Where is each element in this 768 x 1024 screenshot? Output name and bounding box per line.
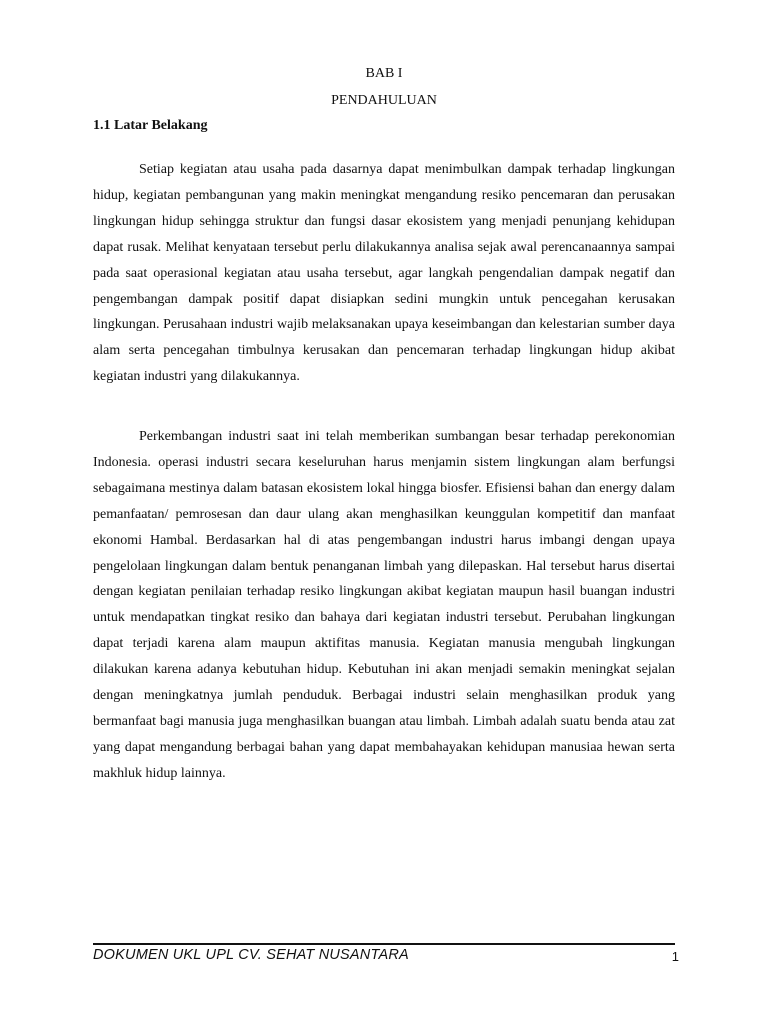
footer-divider bbox=[93, 943, 675, 945]
paragraph-2: Perkembangan industri saat ini telah memberikan sumbangan besar terhadap perekonomian Indonesia. operasi industri secara keseluruhan harus menjamin sistem lingkungan alam berfungsi sebagaimana mestinya dalam batasan ekosistem lokal hingga biosfer. Efisiensi bahan dan energy dalam pemanfaatan/ pemrosesan dan daur ulang akan menghasilkan keunggulan kompetitif dan manfaat ekonomi Hambal. Berdasarkan hal di atas pengembangan industri harus imbangi dengan upaya pengelolaan lingkungan dalam bentuk penanganan limbah yang dilepaskan. Hal tersebut harus disertai dengan kegiatan penilaian terhadap resiko lingkungan akibat kegiatan maupun hasil buangan industri untuk mendapatkan tingkat resiko dan bahaya dari kegiatan industri tersebut. Perubahan lingkungan dapat terjadi karena alam maupun aktifitas manusia. Kegiatan manusia mengubah lingkungan dilakukan karena adanya kebutuhan hidup. Kebutuhan ini akan menjadi semakin meningkat sejalan dengan meningkatnya jumlah penduduk. Berbagai industri selain menghasilkan produk yang bermanfaat bagi manusia juga menghasilkan buangan atau limbah. Limbah adalah suatu benda atau zat yang dapat mengandung berbagai bahan yang dapat membahayakan kehidupan manusiaa hewan serta makhluk hidup lainnya. bbox=[93, 429, 675, 781]
page-number: 1 bbox=[671, 949, 679, 964]
chapter-number: BAB I bbox=[365, 66, 403, 81]
section-heading: 1.1 Latar Belakang bbox=[93, 118, 208, 133]
chapter-title: PENDAHULUAN bbox=[331, 93, 437, 108]
footer-document-title: DOKUMEN UKL UPL CV. SEHAT NUSANTARA bbox=[93, 947, 409, 963]
paragraph-1: Setiap kegiatan atau usaha pada dasarnya dapat menimbulkan dampak terhadap lingkungan hidup, kegiatan pembangunan yang makin meningkat mengandung resiko pencemaran dan perusakan lingkungan hidup sehingga struktur dan fungsi dasar ekosistem yang menjadi penunjang kehidupan dapat rusak. Melihat kenyataan tersebut perlu dilakukannya analisa sejak awal perencanaannya sampai pada saat operasional kegiatan atau usaha tersebut, agar langkah pengendalian dampak negatif dan pengembangan dampak positif dapat disiapkan sedini mungkin untuk pencegahan kerusakan lingkungan. Perusahaan industri wajib melaksanakan upaya keseimbangan dan kelestarian sumber daya alam serta pencegahan timbulnya kerusakan dan pencemaran terhadap lingkungan hidup akibat kegiatan industri yang dilakukannya. bbox=[93, 162, 675, 385]
